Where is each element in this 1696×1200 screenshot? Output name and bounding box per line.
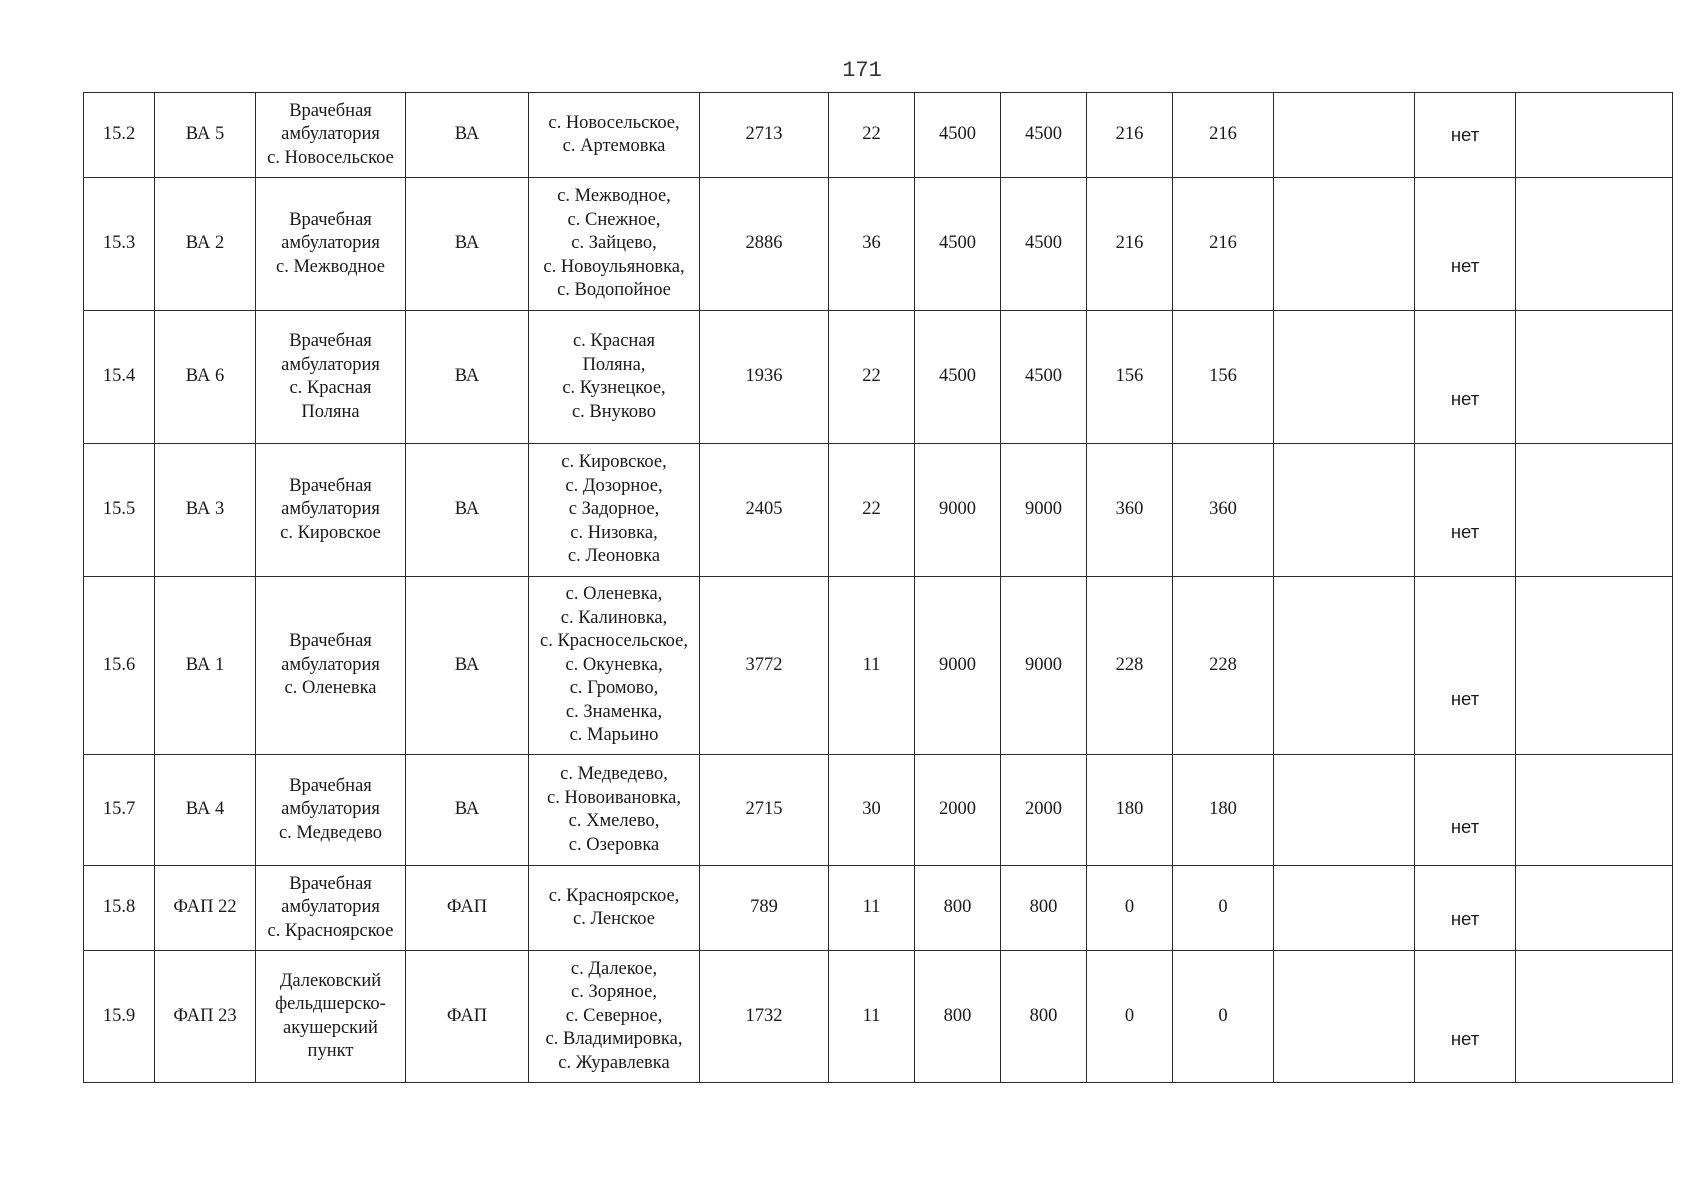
cell-col12 <box>1274 577 1415 755</box>
cell-number: 15.8 <box>84 866 155 951</box>
settlement-line: с. Снежное, <box>567 209 661 230</box>
cell-col8: 9000 <box>915 444 1001 577</box>
settlement-line: с. Новоульяновка, <box>543 256 685 277</box>
cell-col9: 4500 <box>1001 311 1087 444</box>
cell-col14 <box>1516 577 1673 755</box>
table-row <box>84 444 1673 577</box>
cell-settlements <box>529 311 700 444</box>
cell-col10: 216 <box>1087 93 1173 178</box>
cell-settlements <box>529 444 700 577</box>
table-row <box>84 866 1673 951</box>
facility-name-line: амбулатория <box>281 897 380 918</box>
facility-name-line: Врачебная <box>289 873 372 894</box>
page-number: 171 <box>842 58 882 83</box>
cell-col8: 9000 <box>915 577 1001 755</box>
cell-type: ВА <box>406 755 529 866</box>
facility-name-line: с. Красноярское <box>267 920 394 941</box>
cell-col7: 22 <box>829 93 915 178</box>
cell-col13: нет <box>1415 178 1516 311</box>
cell-type: ВА <box>406 93 529 178</box>
cell-col11: 216 <box>1173 93 1274 178</box>
cell-col10: 0 <box>1087 866 1173 951</box>
cell-col14 <box>1516 178 1673 311</box>
cell-facility-name <box>256 93 406 178</box>
settlement-line: с. Северное, <box>565 1005 663 1026</box>
cell-code: ВА 3 <box>155 444 256 577</box>
cell-col11: 156 <box>1173 311 1274 444</box>
settlement-line: с Задорное, <box>568 499 660 520</box>
settlement-line: с. Далекое, <box>570 958 658 979</box>
cell-facility-name <box>256 951 406 1083</box>
settlement-line: с. Красноярское, <box>548 885 680 906</box>
cell-col13: нет <box>1415 93 1516 178</box>
cell-code: ФАП 22 <box>155 866 256 951</box>
cell-number: 15.6 <box>84 577 155 755</box>
cell-facility-name <box>256 577 406 755</box>
facility-name-line: Врачебная <box>289 631 372 652</box>
settlement-line: с. Владимировка, <box>545 1029 683 1050</box>
cell-col12 <box>1274 311 1415 444</box>
cell-col13: нет <box>1415 755 1516 866</box>
cell-col8: 4500 <box>915 93 1001 178</box>
settlement-line: с. Водопойное <box>557 280 671 301</box>
cell-code: ВА 2 <box>155 178 256 311</box>
settlement-line: с. Хмелево, <box>568 811 660 831</box>
cell-number: 15.7 <box>84 755 155 866</box>
cell-col7: 30 <box>829 755 915 866</box>
cell-population: 1732 <box>700 951 829 1083</box>
cell-code: ВА 1 <box>155 577 256 755</box>
cell-settlements <box>529 951 700 1083</box>
facility-name-line: амбулатория <box>281 499 380 520</box>
cell-col7: 11 <box>829 866 915 951</box>
cell-population: 2713 <box>700 93 829 178</box>
cell-settlements <box>529 178 700 311</box>
cell-col8: 800 <box>915 866 1001 951</box>
settlement-line: с. Дозорное, <box>565 475 663 496</box>
cell-col14 <box>1516 951 1673 1083</box>
settlement-line: с. Озеровка <box>568 834 660 855</box>
cell-col12 <box>1274 178 1415 311</box>
cell-number: 15.3 <box>84 178 155 311</box>
cell-col7: 22 <box>829 444 915 577</box>
cell-number: 15.9 <box>84 951 155 1083</box>
cell-type: ФАП <box>406 951 529 1083</box>
cell-col8: 800 <box>915 951 1001 1083</box>
facility-name-line: амбулатория <box>281 233 380 254</box>
cell-col7: 11 <box>829 951 915 1083</box>
cell-col11: 228 <box>1173 577 1274 755</box>
cell-col9: 9000 <box>1001 577 1087 755</box>
facility-name-line: с. Кировское <box>280 522 381 543</box>
facility-name-line: с. Красная <box>289 378 372 398</box>
settlement-line: с. Марьино <box>569 725 659 746</box>
cell-population: 2886 <box>700 178 829 311</box>
settlement-line: с. Низовка, <box>570 522 658 543</box>
cell-col13: нет <box>1415 951 1516 1083</box>
cell-facility-name <box>256 444 406 577</box>
table-row <box>84 951 1673 1083</box>
cell-col7: 11 <box>829 577 915 755</box>
cell-col14 <box>1516 93 1673 178</box>
cell-code: ФАП 23 <box>155 951 256 1083</box>
cell-population: 3772 <box>700 577 829 755</box>
cell-settlements <box>529 577 700 755</box>
cell-col8: 4500 <box>915 311 1001 444</box>
settlement-line: с. Знаменка, <box>565 701 663 722</box>
cell-col13: нет <box>1415 311 1516 444</box>
cell-settlements <box>529 93 700 178</box>
settlement-line: с. Кировское, <box>561 452 667 473</box>
cell-settlements <box>529 755 700 866</box>
settlement-line: с. Окуневка, <box>565 654 663 675</box>
cell-col12 <box>1274 93 1415 178</box>
cell-code: ВА 6 <box>155 311 256 444</box>
facility-name-line: Врачебная <box>289 775 372 796</box>
facility-name-line: с. Медведево <box>278 822 383 843</box>
settlement-line: с. Леоновка <box>567 546 661 567</box>
cell-facility-name <box>256 866 406 951</box>
settlement-line: с. Новоивановка, <box>547 787 681 808</box>
cell-col7: 36 <box>829 178 915 311</box>
facility-name-line: Поляна <box>301 401 360 422</box>
cell-col7: 22 <box>829 311 915 444</box>
settlement-line: с. Оленевка, <box>565 584 663 605</box>
facility-name-line: амбулатория <box>281 654 380 675</box>
table-row <box>84 755 1673 866</box>
cell-col9: 2000 <box>1001 755 1087 866</box>
settlement-line: с. Новосельское, <box>548 112 680 133</box>
facility-name-line: Врачебная <box>289 331 372 351</box>
cell-number: 15.5 <box>84 444 155 577</box>
table-row <box>84 311 1673 444</box>
cell-population: 2715 <box>700 755 829 866</box>
cell-col10: 180 <box>1087 755 1173 866</box>
facility-name-line: амбулатория <box>281 354 380 375</box>
cell-col8: 2000 <box>915 755 1001 866</box>
facility-name-line: Врачебная <box>289 209 372 230</box>
settlement-line: с. Журавлевка <box>558 1052 670 1073</box>
cell-col13: нет <box>1415 577 1516 755</box>
cell-col9: 800 <box>1001 866 1087 951</box>
cell-col14 <box>1516 444 1673 577</box>
settlement-line: с. Калиновка, <box>560 607 668 628</box>
cell-col12 <box>1274 444 1415 577</box>
settlement-line: с. Внуково <box>571 401 657 422</box>
cell-code: ВА 4 <box>155 755 256 866</box>
cell-settlements <box>529 866 700 951</box>
cell-col14 <box>1516 755 1673 866</box>
cell-type: ВА <box>406 444 529 577</box>
settlement-line: с. Зайцево, <box>571 233 657 254</box>
table-row <box>84 93 1673 178</box>
settlement-line: с. Кузнецкое, <box>562 378 666 398</box>
settlement-line: с. Ленское <box>573 909 655 929</box>
facility-name-line: амбулатория <box>281 124 380 145</box>
table-row <box>84 178 1673 311</box>
settlement-line: Поляна, <box>582 354 646 375</box>
settlement-line: с. Межводное, <box>557 186 671 207</box>
cell-col12 <box>1274 866 1415 951</box>
table-row <box>84 577 1673 755</box>
facility-name-line: Врачебная <box>289 100 372 121</box>
cell-col10: 216 <box>1087 178 1173 311</box>
cell-type: ВА <box>406 311 529 444</box>
cell-col13: нет <box>1415 444 1516 577</box>
facility-name-line: фельдшерско- <box>275 994 386 1014</box>
settlement-line: с. Медведево, <box>560 764 668 784</box>
facility-name-line: пункт <box>307 1041 354 1061</box>
cell-col12 <box>1274 755 1415 866</box>
cell-col9: 800 <box>1001 951 1087 1083</box>
cell-facility-name <box>256 178 406 311</box>
facility-name-line: амбулатория <box>281 799 380 820</box>
cell-population: 1936 <box>700 311 829 444</box>
settlement-line: с. Красная <box>572 331 656 351</box>
cell-col11: 0 <box>1173 866 1274 951</box>
settlement-line: с. Артемовка <box>562 136 666 156</box>
facility-name-line: с. Межводное <box>276 256 385 277</box>
facility-name-line: Врачебная <box>289 475 372 496</box>
cell-col11: 216 <box>1173 178 1274 311</box>
facility-name-line: с. Новосельское <box>267 147 394 168</box>
cell-col14 <box>1516 311 1673 444</box>
cell-col14 <box>1516 866 1673 951</box>
cell-facility-name <box>256 755 406 866</box>
cell-col13: нет <box>1415 866 1516 951</box>
cell-col9: 4500 <box>1001 93 1087 178</box>
cell-col11: 360 <box>1173 444 1274 577</box>
cell-col10: 156 <box>1087 311 1173 444</box>
cell-number: 15.2 <box>84 93 155 178</box>
cell-col10: 360 <box>1087 444 1173 577</box>
cell-number: 15.4 <box>84 311 155 444</box>
facilities-table <box>83 92 1673 1083</box>
facility-name-line: акушерский <box>283 1017 378 1038</box>
facility-name-line: Далековский <box>279 970 382 991</box>
cell-type: ФАП <box>406 866 529 951</box>
cell-type: ВА <box>406 577 529 755</box>
cell-col11: 0 <box>1173 951 1274 1083</box>
cell-population: 789 <box>700 866 829 951</box>
settlement-line: с. Зоряное, <box>571 982 657 1003</box>
cell-col10: 0 <box>1087 951 1173 1083</box>
cell-col8: 4500 <box>915 178 1001 311</box>
settlement-line: с. Громово, <box>569 678 659 699</box>
cell-population: 2405 <box>700 444 829 577</box>
facility-name-line: с. Оленевка <box>284 678 377 699</box>
cell-facility-name <box>256 311 406 444</box>
settlement-line: с. Красносельское, <box>540 631 688 652</box>
cell-type: ВА <box>406 178 529 311</box>
cell-col10: 228 <box>1087 577 1173 755</box>
cell-col9: 9000 <box>1001 444 1087 577</box>
cell-col12 <box>1274 951 1415 1083</box>
cell-code: ВА 5 <box>155 93 256 178</box>
cell-col9: 4500 <box>1001 178 1087 311</box>
cell-col11: 180 <box>1173 755 1274 866</box>
